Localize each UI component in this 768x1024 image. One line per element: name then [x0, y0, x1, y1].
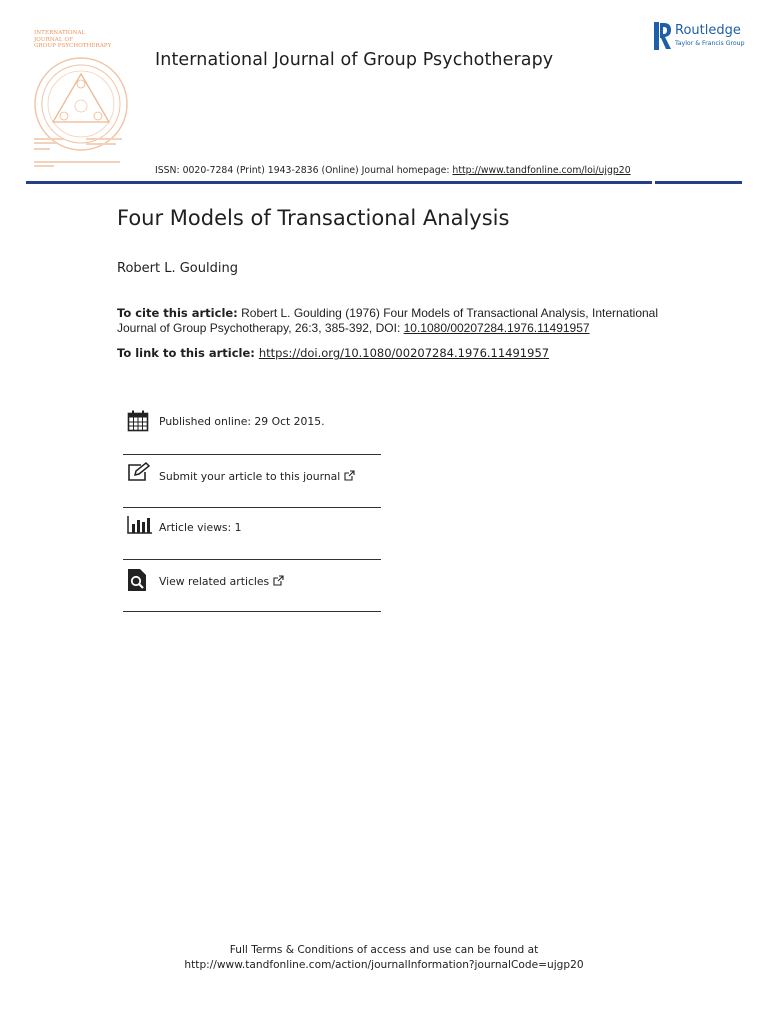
document-search-icon	[127, 568, 149, 592]
issn-line	[155, 165, 631, 176]
cover-rule	[34, 148, 50, 150]
journal-title: International Journal of Group Psychotherapy	[155, 50, 554, 70]
external-link-icon	[344, 470, 355, 481]
header-divider-gap	[652, 181, 655, 184]
cover-rule	[34, 138, 64, 140]
article-author: Robert L. Goulding	[117, 261, 238, 276]
article-link-line	[117, 346, 549, 360]
citation-block	[117, 306, 677, 336]
footer	[0, 943, 768, 973]
cover-rule	[34, 142, 58, 144]
footer-terms: Full Terms & Conditions of access and use can be found at	[229, 944, 539, 956]
routledge-logo-icon	[654, 22, 672, 50]
external-link-icon	[273, 575, 284, 586]
meta-divider	[123, 559, 381, 560]
citation-label: To cite this article:	[117, 306, 238, 320]
issn-text: ISSN: 0020-7284 (Print) 1943-2836 (Online) Journal homepage:	[155, 165, 453, 176]
publisher-subtitle: Taylor & Francis Group	[675, 40, 745, 47]
submit-row[interactable]	[123, 456, 381, 508]
published-row	[123, 404, 381, 456]
journal-homepage-link[interactable]: http://www.tandfonline.com/loi/ujgp20	[452, 165, 631, 176]
meta-divider	[123, 611, 381, 612]
citation-text: Robert L. Goulding (1976) Four Models of Transactional Analysis, International Journal of Group Psychotherapy, 26:3, 385-392, DOI:	[117, 306, 659, 335]
footer-terms-link[interactable]: http://www.tandfonline.com/action/journalInformation?journalCode=ujgp20	[184, 959, 584, 971]
calendar-icon	[127, 410, 149, 432]
views-row	[123, 509, 381, 561]
article-doi-link[interactable]: https://doi.org/10.1080/00207284.1976.11491957	[258, 346, 550, 360]
cover-title: INTERNATIONAL JOURNAL OF GROUP PSYCHOTHERAPY	[34, 30, 112, 49]
cover-rule	[34, 165, 54, 167]
publisher-logo	[654, 20, 754, 50]
meta-divider	[123, 507, 381, 508]
article-link-label: To link to this article:	[117, 346, 255, 360]
bar-chart-icon	[127, 515, 153, 535]
citation-doi-link[interactable]: 10.1080/00207284.1976.11491957	[403, 321, 590, 335]
journal-cover	[34, 30, 122, 168]
cover-rule	[34, 161, 120, 163]
article-views: Article views: 1	[159, 521, 242, 534]
meta-divider	[123, 454, 381, 455]
view-related-link[interactable]: View related articles	[159, 575, 284, 588]
published-date: Published online: 29 Oct 2015.	[159, 415, 325, 428]
publisher-name: Routledge	[675, 23, 741, 38]
article-title: Four Models of Transactional Analysis	[117, 206, 510, 230]
cover-rule	[86, 143, 116, 145]
edit-icon	[127, 462, 151, 482]
submit-article-link[interactable]: Submit your article to this journal	[159, 470, 355, 483]
header-divider	[26, 181, 742, 184]
related-row[interactable]	[123, 561, 381, 613]
cover-rule	[86, 138, 122, 140]
